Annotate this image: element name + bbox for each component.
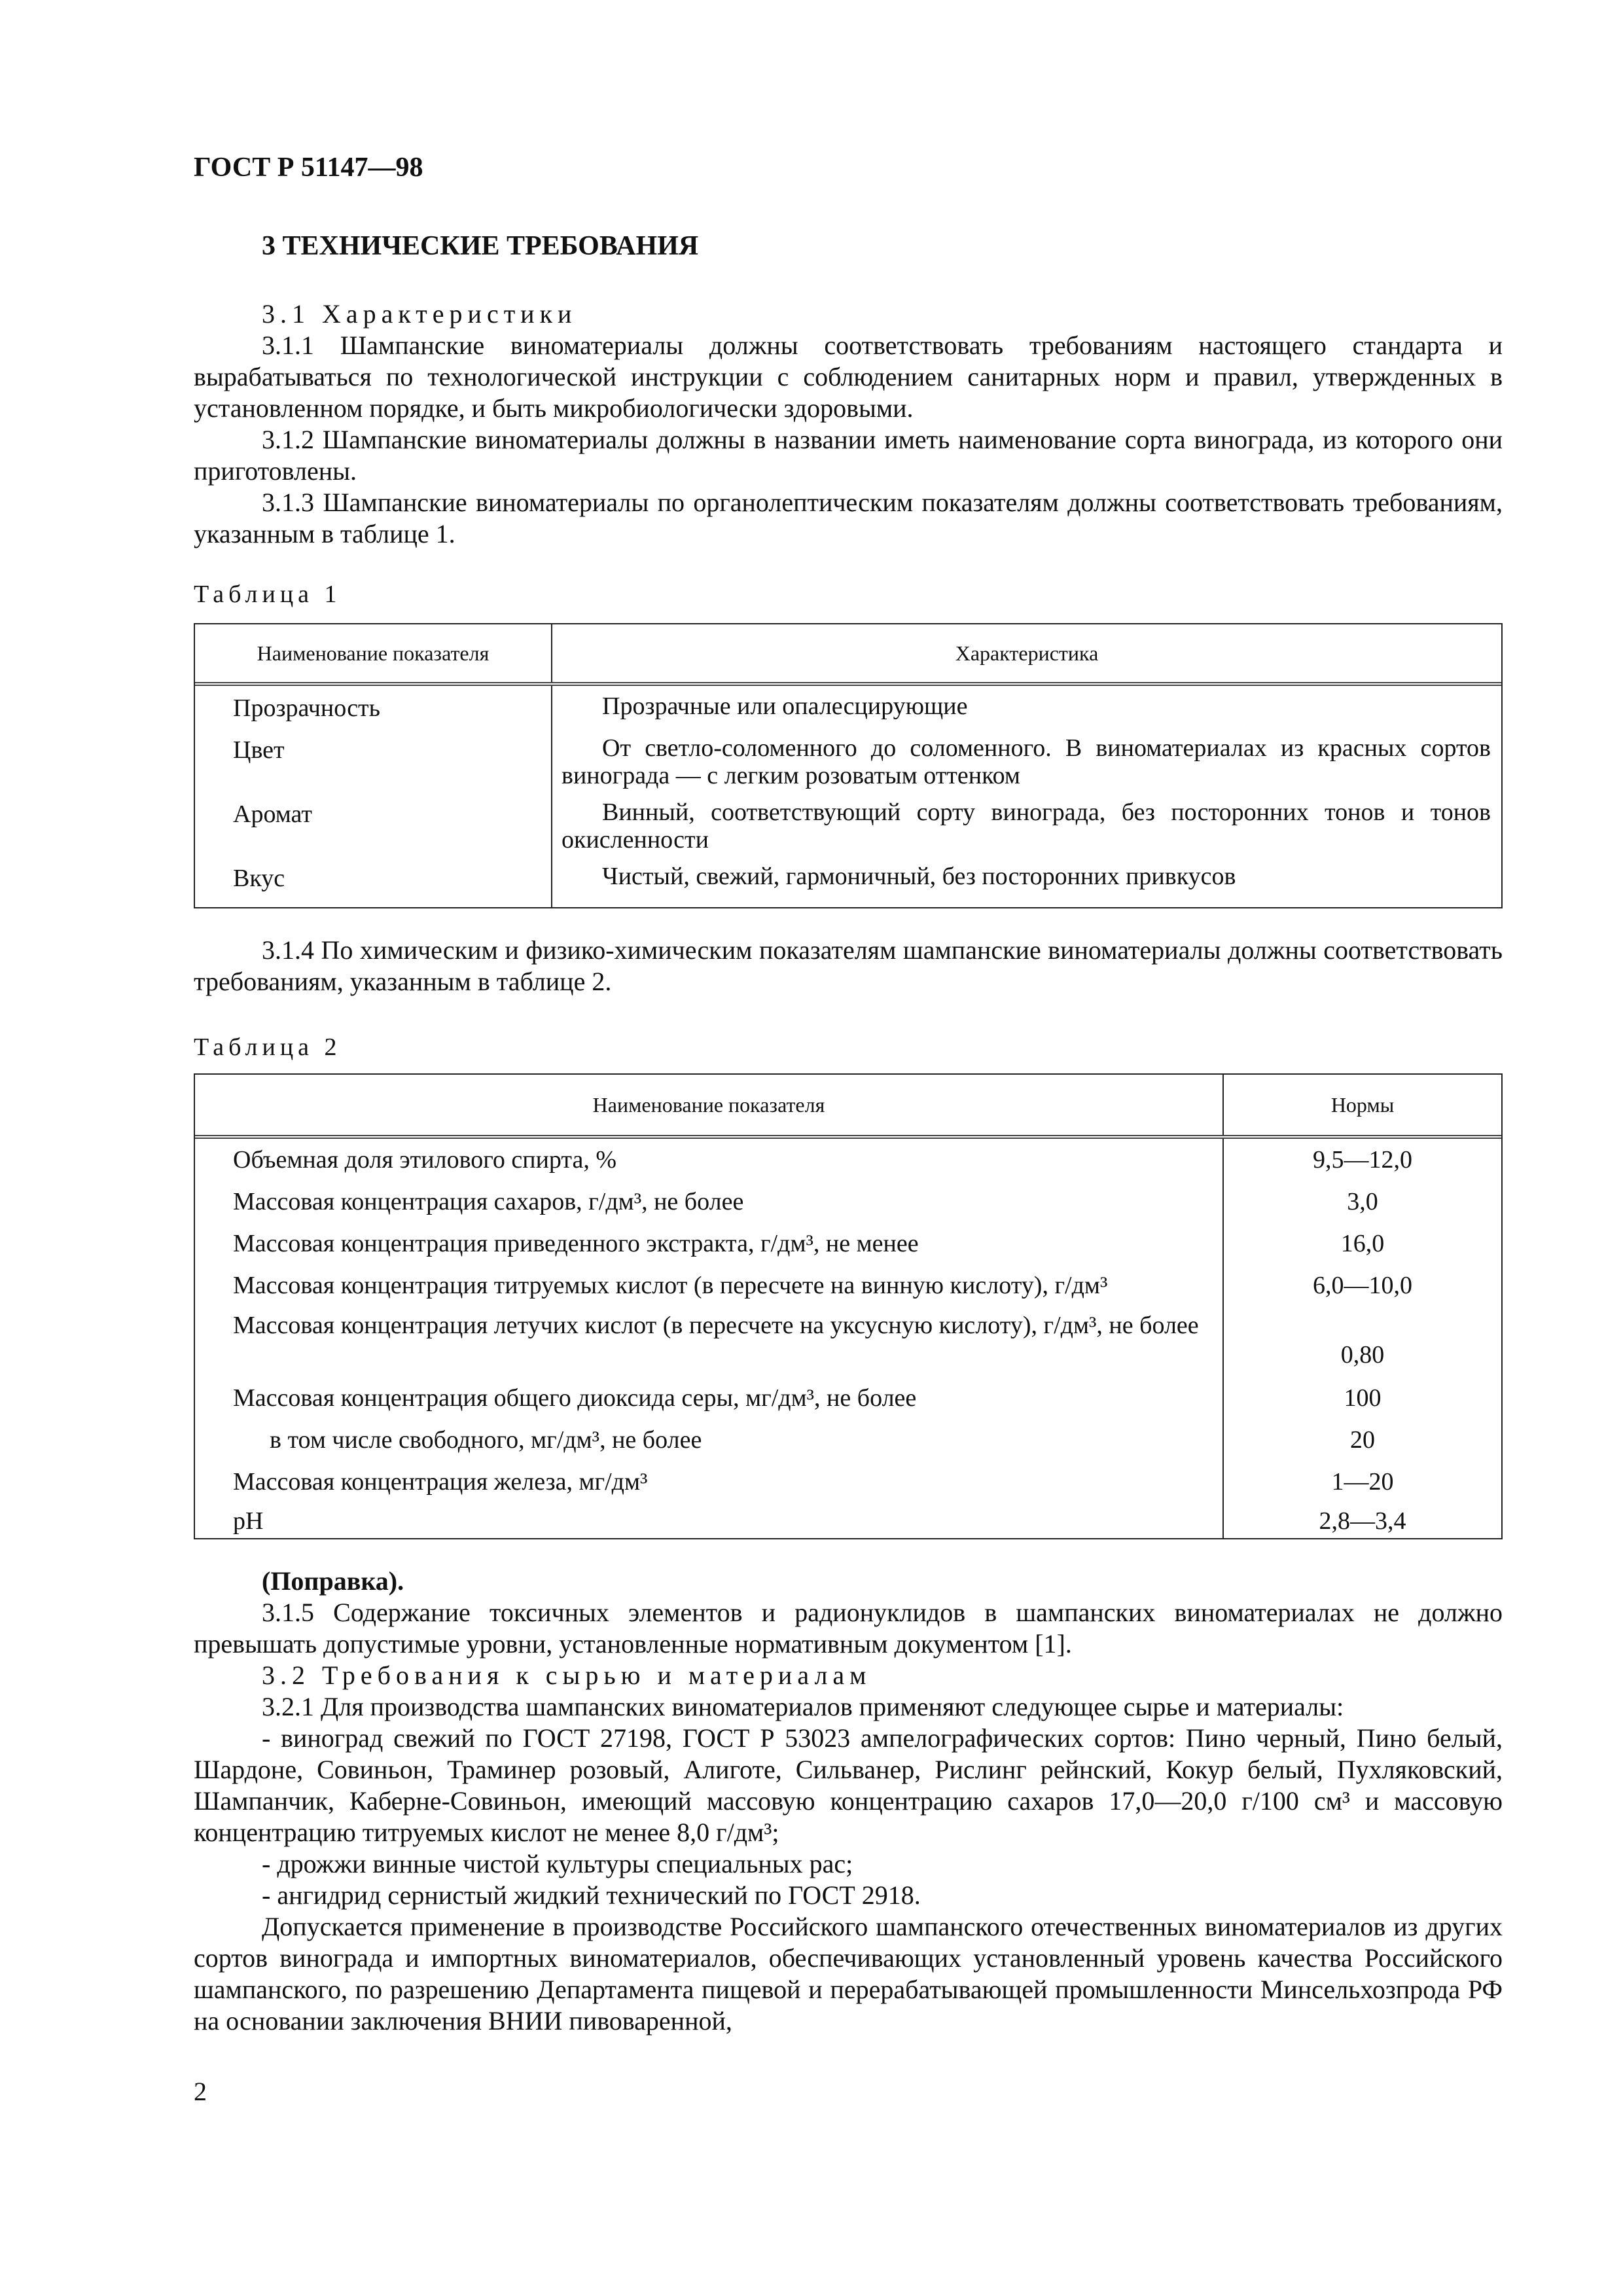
table1-row-name: Вкус [233, 865, 285, 892]
table1-row-name: Цвет [233, 736, 285, 764]
table2-row-value: 3,0 [1347, 1188, 1378, 1215]
table2-row-name: Массовая концентрация общего диоксида серы, мг/дм³, не более [233, 1384, 917, 1412]
table2-row-name: Объемная доля этилового спирта, % [233, 1146, 617, 1174]
table1 [194, 623, 1503, 908]
paragraph-3-1-1: 3.1.1 Шампанские виноматериалы должны соответствовать требованиям настоящего стандарта и вырабатываться по технологической инструкции с соблюдением санитарных норм и правил, утвержденных в установленном порядке, и быть микробиологически здоровыми. [194, 331, 1503, 423]
table2-row-name: Массовая концентрация титруемых кислот (в пересчете на винную кислоту), г/дм³ [233, 1272, 1108, 1299]
table1-row-value: От светло-соломенного до соломенного. В виноматериалах из красных сортов винограда — с легким розоватым оттенком [562, 734, 1491, 789]
table1-row-name: Аромат [233, 800, 312, 828]
table2-row-value: 16,0 [1340, 1230, 1385, 1257]
paragraph-3-2-1: 3.2.1 Для производства шампанских виноматериалов применяют следующее сырье и материалы: [262, 1692, 1344, 1721]
table1-col-name: Наименование показателя [195, 624, 552, 682]
subsection-3-1: 3.1 Характеристики [262, 299, 577, 329]
subsection-3-2: 3.2 Требования к сырью и материалам [262, 1660, 872, 1690]
table2-row-value: 100 [1344, 1384, 1382, 1412]
table2-row-value: 1—20 [1331, 1468, 1394, 1496]
table2-body [195, 1139, 1501, 1538]
table2-col-norms: Нормы [1330, 1093, 1395, 1117]
table2-header [195, 1075, 1501, 1139]
table1-body [195, 686, 1501, 907]
paragraph-allowance: Допускается применение в производстве Российского шампанского отечественных виноматериалов из других сортов винограда и импортных виноматериалов, обеспечивающих установленный уровень качества Российского шампанского, по разрешению Департамента пищевой и перерабатывающей промышленности Минсельхозпрода РФ на основании заключения ВНИИ пивоваренной, [194, 1912, 1503, 2036]
table2 [194, 1073, 1503, 1539]
section-title: 3 ТЕХНИЧЕСКИЕ ТРЕБОВАНИЯ [262, 231, 699, 261]
table1-header [195, 624, 1501, 686]
table2-row-value: 0,80 [1340, 1341, 1385, 1369]
table1-col-char: Характеристика [955, 641, 1099, 665]
table2-col-name: Наименование показателя [195, 1075, 1224, 1135]
standard-header: ГОСТ Р 51147—98 [194, 152, 423, 183]
list-item: - виноград свежий по ГОСТ 27198, ГОСТ Р 53023 ампелографических сортов: Пино черный, Пино белый, Шардоне, Совиньон, Траминер розовый, Алиготе, Сильванер, Рислинг рейнский, Кокур белый, Пухляковский, Шампанчик, Каберне-Совиньон, имеющий массовую концентрацию сахаров 17,0—20,0 г/100 см³ и массовую концентрацию титруемых кислот не менее 8,0 г/дм³; [194, 1723, 1503, 1847]
table2-caption: Таблица 2 [194, 1033, 342, 1061]
table1-row-name: Прозрачность [233, 694, 380, 722]
table2-row-value: 20 [1350, 1426, 1375, 1454]
table2-row-name: Массовая концентрация летучих кислот (в пересчете на уксусную кислоту), г/дм³, не более [233, 1312, 1199, 1339]
list-item: - дрожжи винные чистой культуры специальных рас; [262, 1849, 853, 1878]
table2-row-name: pH [233, 1507, 264, 1535]
paragraph-3-1-5: 3.1.5 Содержание токсичных элементов и радионуклидов в шампанских виноматериалах не должно превышать допустимые уровни, установленные нормативным документом [1]. [194, 1598, 1503, 1659]
table1-row-value: Прозрачные или опалесцирующие [602, 692, 968, 720]
table1-caption: Таблица 1 [194, 581, 342, 608]
table1-names [195, 686, 552, 907]
table2-row-value: 6,0—10,0 [1313, 1272, 1412, 1299]
table2-names [195, 1139, 1224, 1538]
table2-row-value: 9,5—12,0 [1313, 1146, 1412, 1174]
paragraph-3-1-3: 3.1.3 Шампанские виноматериалы по органолептическим показателям должны соответствовать требованиям, указанным в таблице 1. [194, 488, 1503, 548]
amendment-note: (Поправка). [262, 1566, 404, 1596]
paragraph-3-1-2: 3.1.2 Шампанские виноматериалы должны в названии иметь наименование сорта винограда, из которого они приготовлены. [194, 425, 1503, 486]
table2-row-name: в том числе свободного, мг/дм³, не более [270, 1426, 702, 1454]
table1-row-value: Винный, соответствующий сорту винограда, без посторонних тонов и тонов окисленности [562, 798, 1491, 853]
table2-row-name: Массовая концентрация железа, мг/дм³ [233, 1468, 648, 1496]
page-number: 2 [194, 2077, 207, 2106]
table2-row-name: Массовая концентрация сахаров, г/дм³, не более [233, 1188, 744, 1215]
paragraph-3-1-4: 3.1.4 По химическим и физико-химическим показателям шампанские виноматериалы должны соответствовать требованиям, указанным в таблице 2. [194, 935, 1503, 996]
table2-row-name: Массовая концентрация приведенного экстракта, г/дм³, не менее [233, 1230, 919, 1257]
table2-row-value: 2,8—3,4 [1319, 1507, 1406, 1535]
table2-values [1224, 1139, 1501, 1538]
table1-row-value: Чистый, свежий, гармоничный, без посторонних привкусов [602, 863, 1236, 890]
table1-values [552, 686, 1501, 907]
list-item: - ангидрид сернистый жидкий технический по ГОСТ 2918. [262, 1880, 921, 1910]
